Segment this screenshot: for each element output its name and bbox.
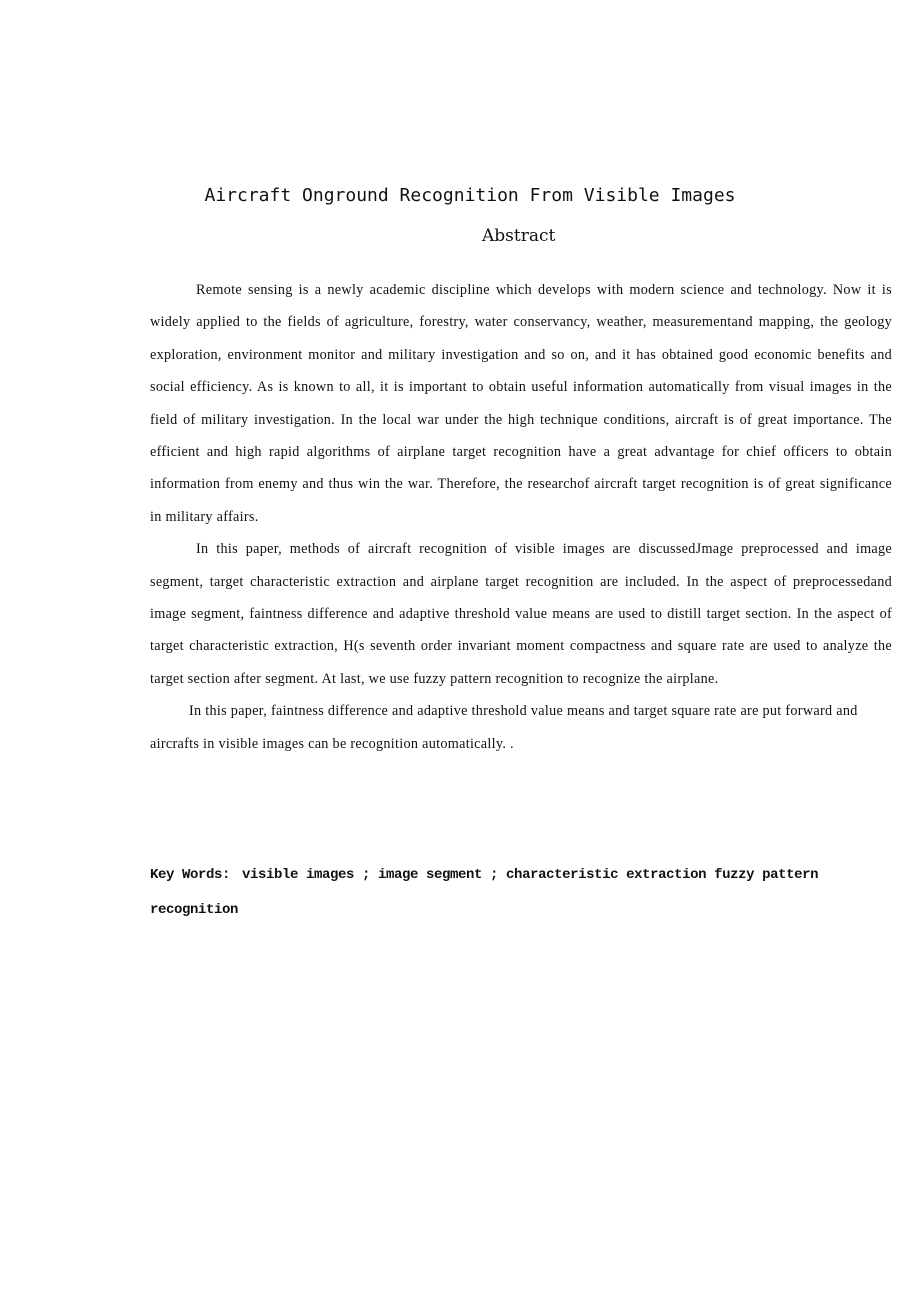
keywords-label: Key Words: xyxy=(150,867,231,883)
abstract-paragraph-3: In this paper, faintness difference and adaptive threshold value means and target square rate are put forward and aircrafts in visible images can be recognition automatically. . xyxy=(150,703,858,752)
abstract-paragraph-1: Remote sensing is a newly academic discipline which develops with modern science and technology. Now it is widely applied to the fields of agriculture, forestry, water conservancy, weather, measurementand mapping, the geology exploration, environment monitor and military investigation and so on, and it has obtained good economic benefits and social efficiency. As is known to all, it is important to obtain useful information automatically from visual images in the field of military investigation. In the local war under the high technique conditions, aircraft is of great importance. The efficient and high rapid algorithms of airplane target recognition have a great advantage for chief officers to obtain information from enemy and thus win the war. Therefore, the researchof aircraft target recognition is of great significance in military affairs. xyxy=(150,282,892,525)
keywords-section xyxy=(150,858,892,928)
abstract-body xyxy=(150,274,892,760)
paper-title: Aircraft Onground Recognition From Visible Images xyxy=(204,185,736,206)
keywords-text: visible images ; image segment ; characteristic extraction fuzzy pattern recognition xyxy=(150,867,819,918)
abstract-paragraph-2: In this paper, methods of aircraft recognition of visible images are discussedJmage preprocessed and image segment, target characteristic extraction and airplane target recognition are included. In the aspect of preprocessedand image segment, faintness difference and adaptive threshold value means are used to distill target section. In the aspect of target characteristic extraction, H(s seventh order invariant moment compactness and square rate are used to analyze the target section after segment. At last, we use fuzzy pattern recognition to recognize the airplane. xyxy=(150,541,892,687)
abstract-heading: Abstract xyxy=(482,226,556,246)
